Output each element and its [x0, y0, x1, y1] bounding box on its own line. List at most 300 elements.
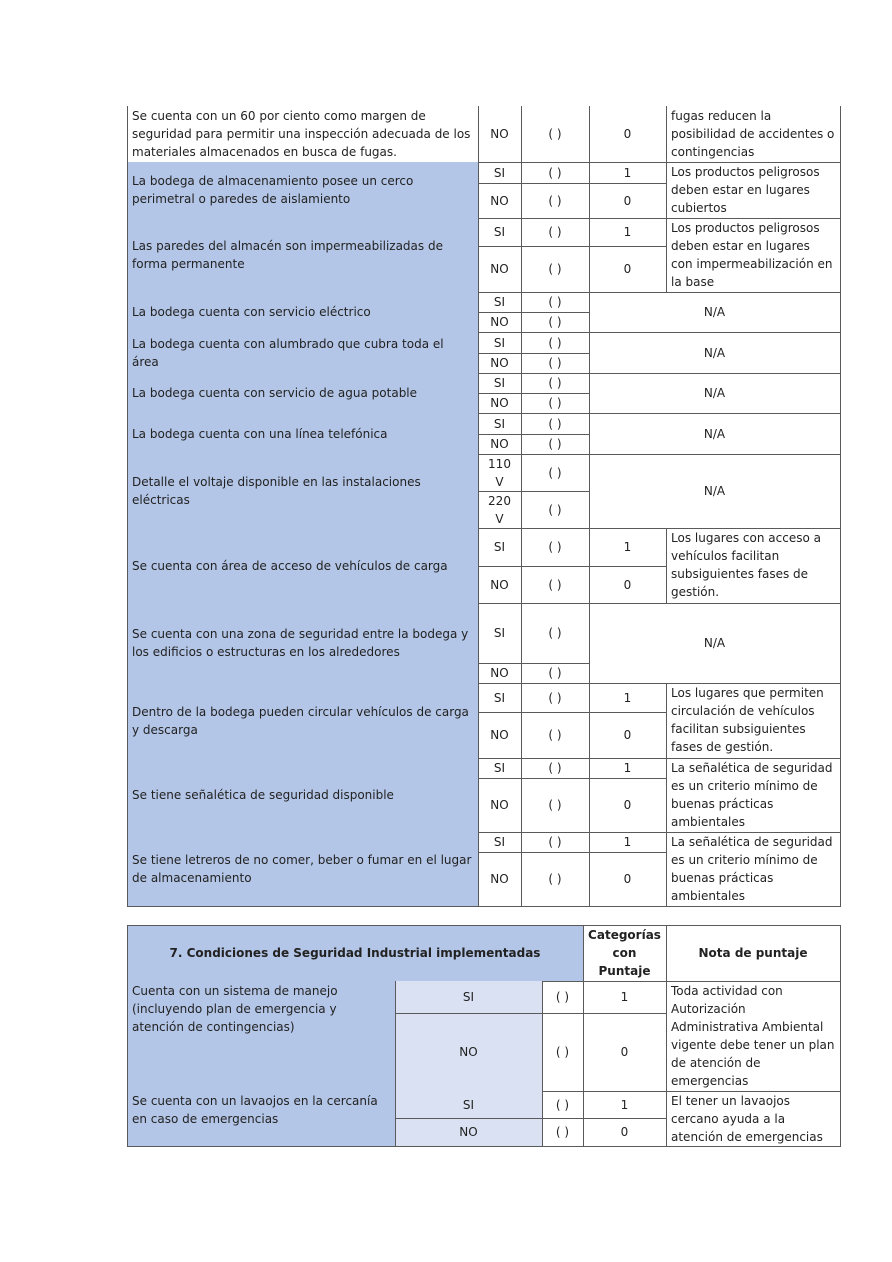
option-score: [583, 981, 666, 1013]
question-cell: [127, 683, 478, 758]
question-cell-text: Se cuenta con una zona de seguridad entre la bodega y los edificios o estructuras en los alrededores: [132, 627, 469, 659]
question-cell-text: Las paredes del almacén son impermeabilizadas de forma permanente: [132, 239, 443, 271]
option-score-text: 1: [623, 690, 632, 705]
question-cell-text: Se cuenta con un 60 por ciento como margen de seguridad para permitir una inspección adecuada de los materiales almacenados en busca de fugas.: [132, 109, 471, 159]
option-checkbox[interactable]: [521, 758, 589, 778]
score-note: [666, 832, 840, 906]
option-label: [395, 1091, 542, 1118]
option-label-text: SI: [493, 416, 506, 431]
section-title-text: 7. Condiciones de Seguridad Industrial implementadas: [169, 946, 541, 960]
grid-line: [478, 683, 479, 758]
option-score-text: 0: [623, 577, 632, 592]
grid-line: [666, 1091, 667, 1146]
option-checkbox[interactable]: [542, 1091, 583, 1118]
option-checkbox-text: ( ): [548, 356, 562, 370]
grid-line: [840, 528, 841, 604]
option-checkbox-text: ( ): [555, 990, 570, 1004]
option-checkbox-text: ( ): [555, 1097, 570, 1112]
option-score: [589, 758, 666, 778]
grid-line: [395, 1013, 666, 1014]
grid-line: [521, 106, 522, 162]
question-cell: [127, 1091, 395, 1146]
grid-line: [478, 663, 589, 664]
option-score: [589, 832, 666, 852]
grid-line: [478, 778, 666, 779]
grid-line: [395, 1118, 666, 1119]
option-label: [478, 393, 521, 413]
option-label: [478, 413, 521, 434]
option-score: [583, 1091, 666, 1118]
question-cell-text: La bodega cuenta con una línea telefónica: [132, 426, 388, 441]
option-checkbox-text: ( ): [548, 376, 562, 390]
grid-line: [589, 683, 590, 758]
option-checkbox-text: ( ): [548, 666, 562, 680]
option-label: [478, 528, 521, 566]
option-checkbox-text: ( ): [548, 835, 562, 849]
score-note-text: fugas reducen la posibilidad de accidentes o contingencias: [671, 109, 835, 159]
option-label-text: SI: [493, 761, 506, 775]
option-checkbox[interactable]: [521, 162, 589, 183]
option-checkbox[interactable]: [521, 106, 589, 162]
grid-line: [589, 373, 590, 413]
grid-line: [127, 162, 128, 218]
option-score: [589, 218, 666, 246]
option-label-text: SI: [462, 1097, 475, 1112]
score-note: [666, 106, 840, 162]
option-label-text: SI: [493, 835, 506, 849]
option-label: [478, 683, 521, 712]
grid-line: [478, 413, 479, 454]
grid-line: [521, 413, 522, 454]
option-label-text: SI: [493, 225, 506, 239]
score-note-na-text: N/A: [703, 426, 726, 441]
option-label-text: NO: [490, 872, 509, 886]
option-checkbox[interactable]: [521, 292, 589, 312]
grid-line: [395, 981, 396, 1091]
option-checkbox[interactable]: [521, 393, 589, 413]
grid-line: [840, 603, 841, 684]
grid-line: [589, 332, 590, 373]
option-checkbox-text: ( ): [548, 872, 562, 886]
score-note-text: Los lugares con acceso a vehículos facilitan subsiguientes fases de gestión.: [671, 531, 821, 599]
grid-line: [127, 292, 128, 332]
grid-line: [589, 162, 590, 218]
option-checkbox-text: ( ): [548, 728, 562, 742]
grid-line: [583, 981, 584, 1091]
option-score-text: 1: [623, 761, 632, 775]
grid-line: [127, 413, 128, 454]
score-note: [666, 528, 840, 603]
grid-line: [840, 925, 841, 981]
grid-line: [478, 528, 479, 603]
option-checkbox-text: ( ): [548, 335, 562, 350]
option-label: [478, 491, 521, 528]
option-label: [478, 292, 521, 312]
grid-line: [478, 292, 479, 332]
grid-line: [666, 218, 667, 292]
score-note-na: [589, 332, 840, 373]
option-checkbox[interactable]: [521, 454, 589, 491]
grid-line: [840, 218, 841, 293]
option-label-text: NO: [490, 127, 509, 141]
question-cell: [127, 413, 478, 454]
option-label-text: NO: [490, 262, 509, 276]
grid-line: [589, 832, 590, 906]
grid-line: [666, 925, 667, 981]
note-column-header: [666, 925, 840, 981]
option-label-text: NO: [490, 356, 509, 370]
note-column-header-text: Nota de puntaje: [698, 946, 808, 960]
question-cell: [127, 603, 478, 683]
grid-line: [127, 981, 128, 1091]
option-label: [478, 832, 521, 852]
question-cell: [127, 832, 478, 906]
option-score-text: 0: [623, 798, 632, 812]
grid-line: [478, 106, 479, 162]
score-note-text: Los lugares que permiten circulación de vehículos facilitan subsiguientes fases de gestión.: [671, 686, 824, 754]
option-label: [478, 758, 521, 778]
option-score-text: 0: [620, 1125, 629, 1139]
grid-line: [521, 528, 522, 603]
option-score: [589, 712, 666, 758]
option-label-text: SI: [493, 165, 506, 180]
score-note: [666, 218, 840, 292]
grid-line: [478, 246, 666, 247]
option-label-text: NO: [490, 193, 509, 208]
grid-line: [840, 332, 841, 374]
option-label: [478, 712, 521, 758]
grid-line: [666, 683, 667, 758]
score-note: [666, 981, 840, 1091]
question-cell-text: La bodega de almacenamiento posee un cerco perimetral o paredes de aislamiento: [132, 174, 414, 206]
grid-line: [478, 162, 479, 218]
question-cell-text: Cuenta con un sistema de manejo (incluyendo plan de emergencia y atención de contingencias): [132, 984, 338, 1034]
grid-line: [589, 758, 590, 832]
question-cell: [127, 292, 478, 332]
option-label-text: SI: [462, 990, 475, 1004]
grid-line: [127, 906, 841, 907]
option-label: [478, 312, 521, 332]
option-score: [589, 162, 666, 183]
option-label: [478, 218, 521, 246]
score-note-na-text: N/A: [703, 305, 726, 319]
option-score-text: 0: [623, 127, 632, 141]
option-label-text: SI: [493, 376, 506, 390]
option-label-text: SI: [493, 295, 506, 309]
grid-line: [521, 758, 522, 832]
option-score: [589, 246, 666, 292]
grid-line: [666, 528, 667, 603]
grid-line: [478, 332, 479, 373]
grid-line: [589, 413, 590, 454]
option-checkbox[interactable]: [521, 373, 589, 393]
option-label: [478, 434, 521, 454]
question-cell-text: Se tiene letreros de no comer, beber o fumar en el lugar de almacenamiento: [132, 853, 472, 885]
option-label: [478, 663, 521, 683]
option-checkbox[interactable]: [521, 528, 589, 566]
option-score-text: 1: [623, 835, 632, 849]
option-label-text: NO: [459, 1125, 478, 1139]
option-checkbox-text: ( ): [548, 396, 562, 410]
option-label: [478, 353, 521, 373]
question-cell: [127, 528, 478, 603]
question-cell-text: La bodega cuenta con servicio eléctrico: [132, 305, 371, 319]
option-checkbox[interactable]: [542, 1118, 583, 1146]
option-checkbox[interactable]: [542, 1013, 583, 1091]
option-score-text: 0: [623, 728, 632, 742]
option-label: [478, 566, 521, 603]
option-checkbox-text: ( ): [548, 193, 562, 208]
grid-line: [127, 106, 128, 162]
option-checkbox[interactable]: [521, 218, 589, 246]
grid-line: [840, 413, 841, 455]
option-score: [583, 1013, 666, 1091]
option-checkbox-text: ( ): [548, 225, 562, 239]
grid-line: [478, 393, 589, 394]
option-checkbox-text: ( ): [555, 1125, 570, 1139]
option-label-text: SI: [493, 540, 506, 554]
option-checkbox-text: ( ): [548, 502, 562, 517]
question-cell: [127, 106, 478, 162]
question-cell: [127, 332, 478, 373]
grid-line: [521, 832, 522, 906]
option-label: [478, 852, 521, 906]
option-checkbox-text: ( ): [548, 262, 562, 276]
option-label-text: NO: [490, 666, 509, 680]
option-label: [395, 1118, 542, 1146]
option-label-text: NO: [490, 728, 509, 742]
grid-line: [478, 353, 589, 354]
score-note-text: Los productos peligrosos deben estar en lugares cubiertos: [671, 165, 820, 215]
option-score: [589, 106, 666, 162]
score-note: [666, 162, 840, 218]
grid-line: [478, 852, 666, 853]
grid-line: [542, 1091, 543, 1146]
option-checkbox[interactable]: [521, 778, 589, 832]
score-note-na: [589, 603, 840, 683]
option-score-text: 1: [623, 165, 632, 180]
option-checkbox-text: ( ): [548, 540, 562, 554]
option-score-text: 1: [623, 540, 632, 554]
option-label-text: NO: [490, 798, 509, 812]
grid-line: [478, 491, 589, 492]
score-note-text: La señalética de seguridad es un criterio mínimo de buenas prácticas ambientales: [671, 835, 833, 903]
grid-line: [589, 106, 590, 162]
option-label-text: SI: [493, 626, 506, 640]
grid-line: [478, 758, 479, 832]
score-note-na-text: N/A: [703, 386, 726, 400]
grid-line: [521, 292, 522, 332]
option-checkbox-text: ( ): [548, 127, 562, 141]
option-checkbox-text: ( ): [548, 798, 562, 812]
grid-line: [127, 528, 128, 603]
option-checkbox-text: ( ): [548, 416, 562, 431]
option-checkbox[interactable]: [521, 413, 589, 434]
grid-line: [521, 332, 522, 373]
option-score: [589, 566, 666, 603]
option-checkbox-text: ( ): [548, 165, 562, 180]
option-label: [478, 373, 521, 393]
score-note-na: [589, 373, 840, 413]
option-label-text: SI: [493, 335, 506, 350]
section-title: [127, 925, 583, 981]
option-score: [589, 778, 666, 832]
grid-line: [478, 454, 479, 528]
score-note-na-text: N/A: [703, 345, 726, 360]
grid-line: [478, 434, 589, 435]
question-cell-text: Dentro de la bodega pueden circular vehículos de carga y descarga: [132, 704, 469, 737]
grid-line: [666, 832, 667, 906]
question-cell: [127, 981, 395, 1091]
grid-line: [521, 218, 522, 292]
question-cell: [127, 162, 478, 218]
option-label: [395, 1013, 542, 1091]
option-label: [478, 603, 521, 663]
option-label: [478, 332, 521, 353]
option-checkbox[interactable]: [521, 332, 589, 353]
grid-line: [395, 1091, 396, 1146]
option-checkbox[interactable]: [521, 852, 589, 906]
grid-line: [840, 683, 841, 759]
option-label: [478, 454, 521, 491]
option-score: [589, 683, 666, 712]
score-column-header: [583, 925, 666, 981]
grid-line: [840, 1091, 841, 1147]
grid-line: [127, 832, 128, 906]
grid-line: [478, 312, 589, 313]
grid-line: [127, 925, 128, 981]
option-label-text: NO: [490, 577, 509, 592]
option-label: [478, 162, 521, 183]
score-note-na-text: N/A: [703, 636, 726, 650]
option-score: [589, 528, 666, 566]
score-note-na: [589, 413, 840, 454]
option-checkbox-text: ( ): [555, 1045, 570, 1059]
option-checkbox-text: ( ): [548, 295, 562, 309]
score-note: [666, 758, 840, 832]
option-label-text: NO: [490, 437, 509, 451]
option-checkbox-text: ( ): [548, 465, 562, 480]
question-cell-text: La bodega cuenta con servicio de agua potable: [132, 386, 418, 400]
score-note-na: [589, 454, 840, 528]
option-checkbox[interactable]: [521, 353, 589, 373]
option-score: [589, 852, 666, 906]
option-score-text: 0: [623, 193, 632, 208]
option-score-text: 0: [623, 262, 632, 276]
question-cell: [127, 373, 478, 413]
question-cell-text: Se cuenta con un lavaojos en la cercanía en caso de emergencias: [132, 1094, 378, 1126]
grid-line: [840, 758, 841, 833]
score-note-text: Toda actividad con Autorización Administrativa Ambiental vigente debe tener un plan de atención de emergencias: [671, 984, 835, 1088]
option-score-text: 1: [620, 990, 629, 1004]
question-cell: [127, 454, 478, 528]
option-checkbox[interactable]: [521, 663, 589, 683]
option-checkbox[interactable]: [521, 683, 589, 712]
grid-line: [589, 528, 590, 603]
option-checkbox[interactable]: [521, 566, 589, 603]
grid-line: [521, 162, 522, 218]
grid-line: [478, 603, 479, 683]
option-label-text: 110 V: [488, 456, 511, 489]
option-label-text: 220 V: [488, 493, 511, 526]
grid-line: [127, 454, 128, 528]
grid-line: [840, 106, 841, 163]
option-score: [583, 1118, 666, 1146]
option-checkbox[interactable]: [521, 183, 589, 218]
grid-line: [127, 332, 128, 373]
option-checkbox[interactable]: [521, 312, 589, 332]
score-column-header-text: Categorías con Puntaje: [588, 928, 661, 978]
grid-line: [478, 566, 666, 567]
grid-line: [840, 162, 841, 219]
grid-line: [589, 603, 590, 683]
question-cell: [127, 218, 478, 292]
grid-line: [127, 925, 841, 926]
grid-line: [583, 1091, 584, 1146]
score-note-text: La señalética de seguridad es un criterio mínimo de buenas prácticas ambientales: [671, 761, 833, 829]
option-checkbox[interactable]: [521, 712, 589, 758]
option-checkbox[interactable]: [521, 434, 589, 454]
score-note-na: [589, 292, 840, 332]
grid-line: [478, 218, 479, 292]
grid-line: [840, 981, 841, 1092]
grid-line: [478, 183, 666, 184]
option-label: [478, 778, 521, 832]
option-checkbox[interactable]: [521, 603, 589, 663]
option-label: [478, 246, 521, 292]
option-checkbox[interactable]: [521, 832, 589, 852]
option-checkbox[interactable]: [521, 491, 589, 528]
grid-line: [666, 162, 667, 218]
question-cell: [127, 758, 478, 832]
grid-line: [589, 292, 590, 332]
option-label-text: SI: [493, 690, 506, 705]
question-cell-text: Se cuenta con área de acceso de vehículos de carga: [132, 558, 448, 573]
grid-line: [127, 218, 128, 292]
grid-line: [583, 925, 584, 981]
grid-line: [542, 981, 543, 1091]
option-score-text: 0: [623, 872, 632, 886]
grid-line: [127, 1091, 128, 1146]
option-checkbox[interactable]: [521, 246, 589, 292]
option-score-text: 0: [620, 1045, 629, 1059]
grid-line: [478, 832, 479, 906]
option-checkbox[interactable]: [542, 981, 583, 1013]
option-checkbox-text: ( ): [548, 761, 562, 775]
grid-line: [840, 832, 841, 907]
score-note-na-text: N/A: [703, 484, 726, 498]
grid-line: [840, 292, 841, 333]
option-label: [478, 106, 521, 162]
option-checkbox-text: ( ): [548, 690, 562, 705]
grid-line: [127, 373, 128, 413]
grid-line: [521, 454, 522, 528]
option-score-text: 1: [620, 1097, 629, 1112]
grid-line: [127, 1146, 841, 1147]
grid-line: [127, 758, 128, 832]
grid-line: [127, 603, 128, 683]
option-label-text: NO: [459, 1045, 478, 1059]
option-checkbox-text: ( ): [548, 577, 562, 592]
option-checkbox-text: ( ): [548, 315, 562, 329]
grid-line: [521, 683, 522, 758]
grid-line: [478, 712, 666, 713]
grid-line: [589, 218, 590, 292]
grid-line: [521, 373, 522, 413]
score-note-text: Los productos peligrosos deben estar en lugares con impermeabilización en la base: [671, 221, 833, 289]
grid-line: [521, 603, 522, 683]
question-cell-text: La bodega cuenta con alumbrado que cubra toda el área: [132, 336, 444, 369]
